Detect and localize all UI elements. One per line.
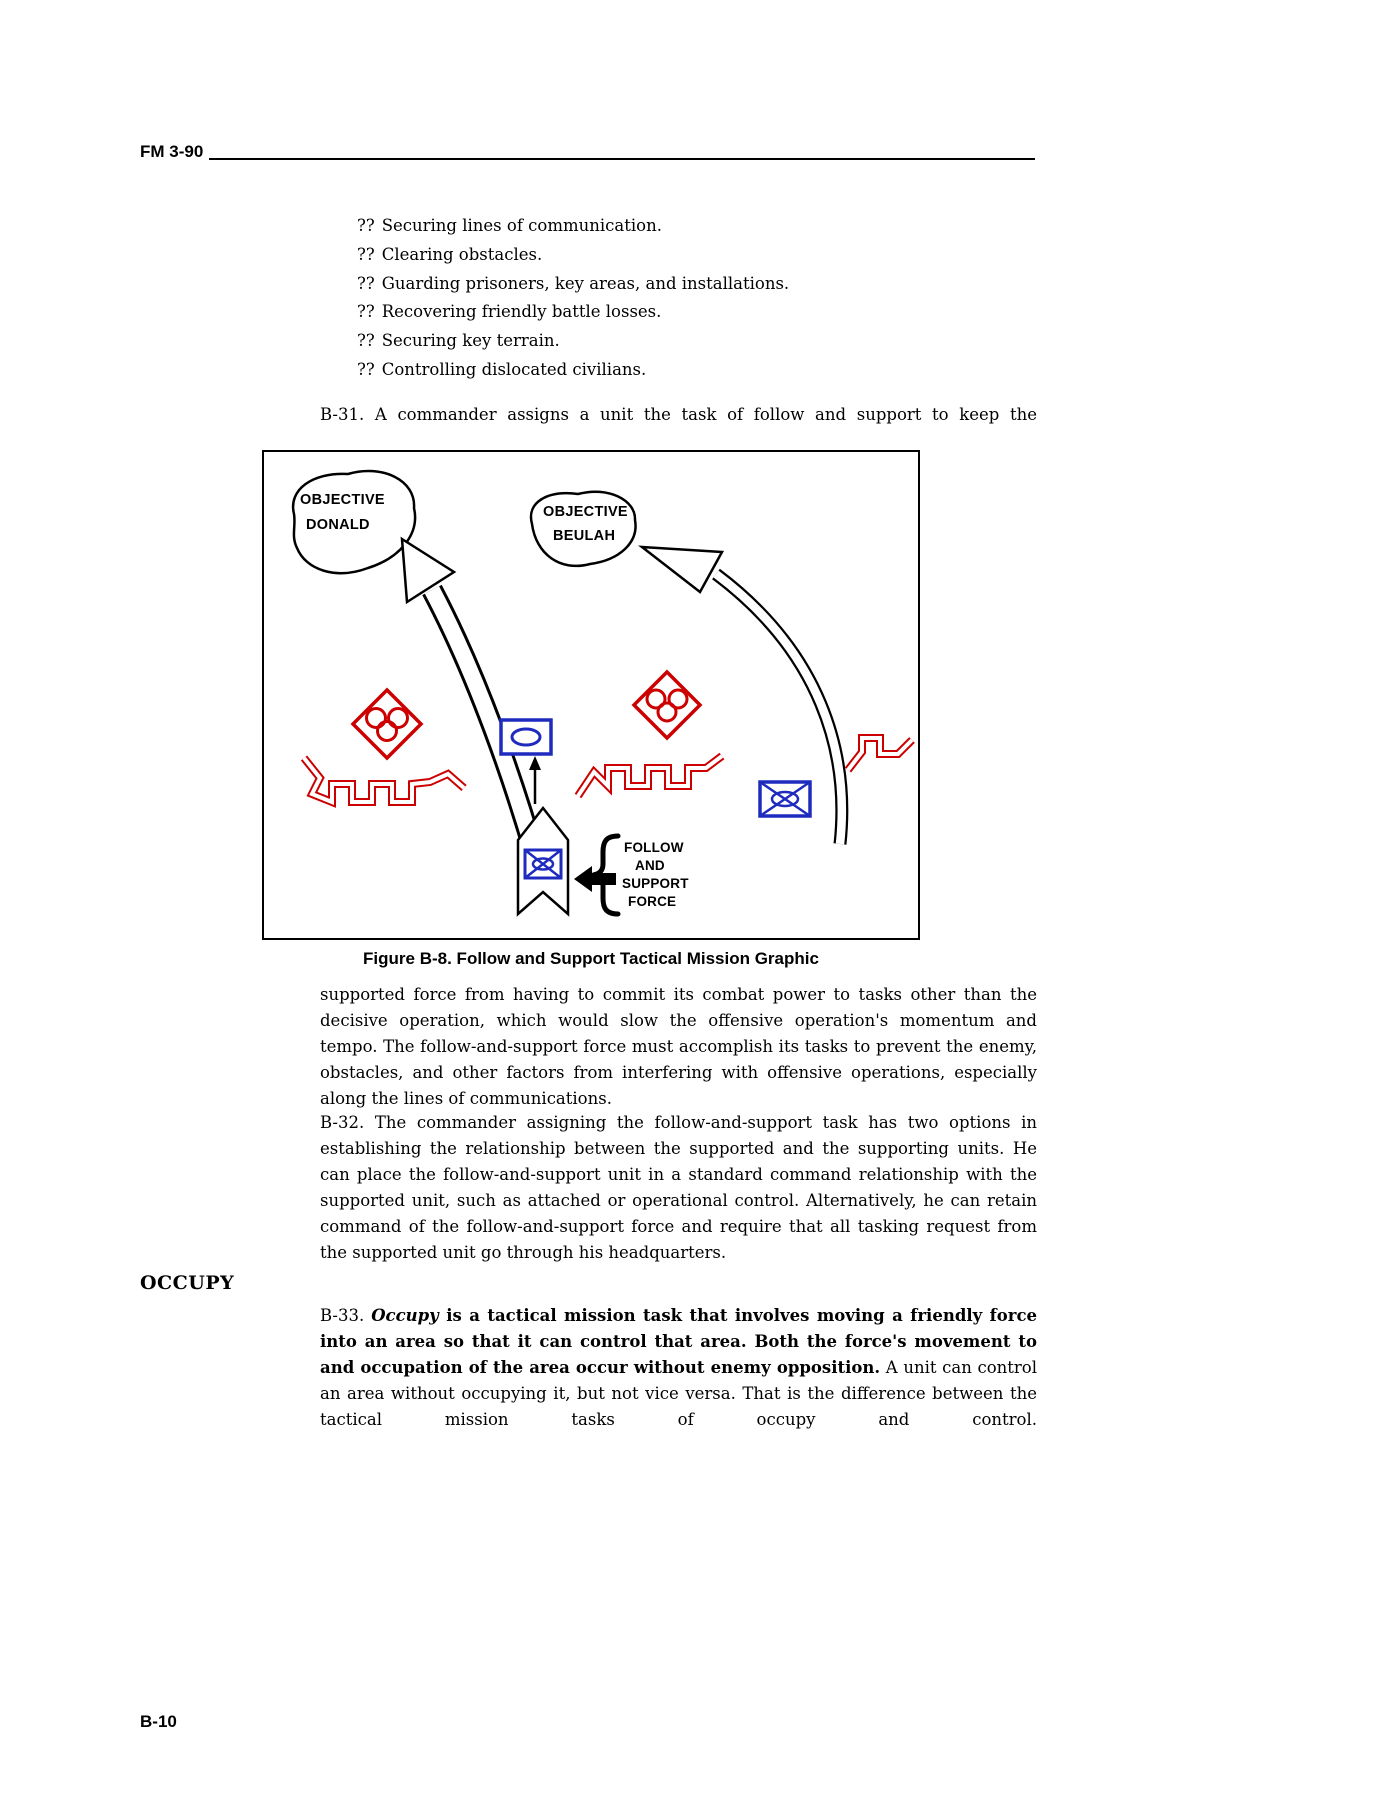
bullet-marker: ??	[357, 273, 375, 293]
enemy-line-left-icon	[304, 758, 464, 802]
enemy-line-middle-icon	[578, 756, 722, 796]
list-item	[357, 241, 1047, 270]
list-item	[357, 298, 1047, 327]
bullet-marker: ??	[357, 216, 375, 235]
bullet-marker: ??	[357, 244, 375, 264]
friendly-armor-unit-icon	[501, 720, 551, 754]
force-label-line2: AND	[635, 858, 665, 873]
objective-donald-label-line1: OBJECTIVE	[300, 492, 385, 508]
objective-beulah-area	[531, 492, 636, 566]
list-item	[357, 356, 1047, 385]
enemy-line-right-icon	[848, 738, 912, 770]
bullet-text: Securing key terrain.	[381, 331, 560, 351]
bullet-text: Recovering friendly battle losses.	[381, 302, 662, 322]
objective-donald-area	[293, 471, 415, 573]
section-heading-occupy: OCCUPY	[140, 1272, 235, 1294]
bullet-text: Controlling dislocated civilians.	[381, 359, 647, 379]
bullet-list	[357, 212, 1047, 385]
doc-id: FM 3-90	[140, 142, 204, 161]
force-label-line1: FOLLOW	[624, 840, 684, 855]
doc-header	[140, 142, 1035, 162]
enemy-unit-diamond-left-icon	[353, 690, 421, 758]
objective-beulah-label-line1: OBJECTIVE	[543, 504, 628, 520]
bullet-text: Guarding prisoners, key areas, and installations.	[381, 273, 790, 293]
friendly-mech-infantry-unit-icon	[760, 782, 810, 816]
paragraph-b33-term: Occupy	[371, 1306, 439, 1325]
page-number: B-10	[140, 1712, 177, 1731]
objective-donald-label-line2: DONALD	[306, 517, 370, 533]
paragraph-b33-bold-text: is a tactical mission task that involves moving a friendly force into an area so that it can control that area. Both the force's movement to and occupation of the area occur without enemy opposition.	[320, 1306, 1037, 1377]
header-rule	[209, 148, 1035, 160]
bullet-text: Clearing obstacles.	[381, 244, 543, 264]
force-label-line4: FORCE	[628, 894, 677, 909]
paragraph-b32: B-32. The commander assigning the follow-and-support task has two options in establishing the relationship between the supported and the supporting units. He can place the follow-and-support unit in a standard command relationship with the supported unit, such as attached or operational control. Alternatively, he can retain command of the follow-and-support force and require that all tasking request from the supported unit go through his headquarters.	[320, 1113, 1037, 1262]
enemy-unit-diamond-right-icon	[634, 672, 700, 738]
list-item	[357, 212, 1047, 241]
tactical-mission-diagram	[264, 452, 918, 938]
bullet-marker: ??	[357, 302, 375, 322]
objective-beulah-label-line2: BEULAH	[553, 528, 616, 544]
paragraph-b33-label: B-33.	[320, 1306, 372, 1325]
pennant-up-arrow-icon	[529, 756, 541, 804]
figure-frame	[262, 450, 920, 940]
paragraph-b31-continued: supported force from having to commit its combat power to tasks other than the decisive operation, which would slow the offensive operation's momentum and tempo. The follow-and-support force must accomplish its tasks to prevent the enemy, obstacles, and other factors from interfering with offensive operations, especially along the lines of communications.	[320, 985, 1037, 1108]
bullet-text: Securing lines of communication.	[381, 216, 662, 235]
paragraph-b33-rest: A unit can control an area without occupying it, but not vice versa. That is the difference between the tactical mission tasks of occupy and control.	[320, 1358, 1037, 1429]
attack-arrow-right-icon	[642, 547, 842, 844]
attack-arrow-left-icon	[402, 539, 536, 859]
force-label	[622, 840, 689, 909]
list-item	[357, 270, 1047, 299]
force-label-line3: SUPPORT	[622, 876, 689, 891]
bullet-marker: ??	[357, 359, 375, 379]
paragraph-b33	[320, 1303, 1037, 1433]
paragraph-b31: B-31. A commander assigns a unit the task of follow and support to keep the	[320, 405, 1037, 424]
figure-caption: Figure B-8. Follow and Support Tactical Mission Graphic	[363, 949, 819, 968]
figure-b8	[262, 450, 920, 969]
pointer-arrow-icon	[574, 866, 616, 892]
bullet-marker: ??	[357, 331, 375, 351]
list-item	[357, 327, 1047, 356]
